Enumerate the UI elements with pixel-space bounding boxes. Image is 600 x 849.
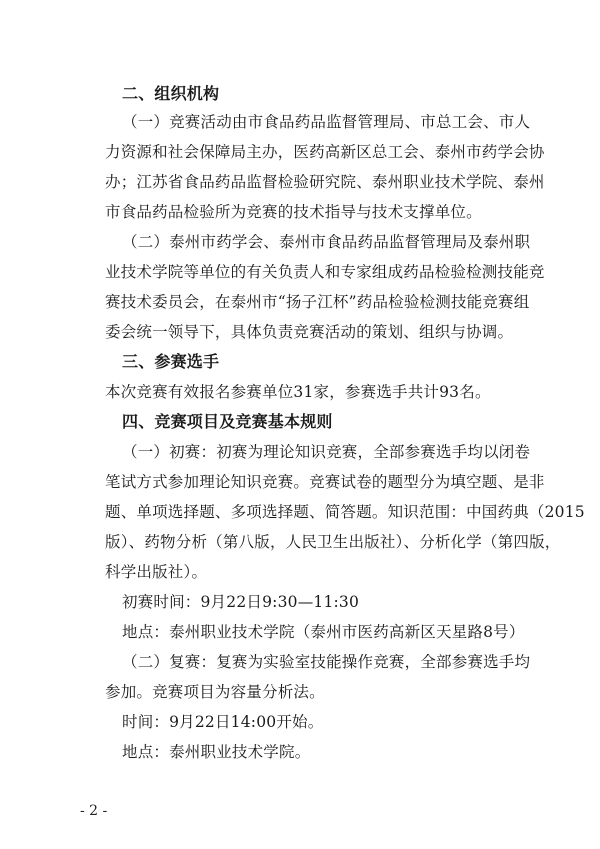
paragraph-line: 本次竞赛有效报名参赛单位31家，参赛选手共计93名。 <box>105 383 491 401</box>
paragraph-line: 笔试方式参加理论知识竞赛。竞赛试卷的题型分为填空题、是非 <box>105 473 545 491</box>
paragraph-line: 业技术学院等单位的有关负责人和专家组成药品检验检测技能竞 <box>105 263 545 281</box>
paragraph-line: 委会统一领导下，具体负责竞赛活动的策划、组织与协调。 <box>105 323 514 341</box>
paragraph-line: 参加。竞赛项目为容量分析法。 <box>105 683 325 701</box>
paragraph-line: 题、单项选择题、多项选择题、简答题。知识范围：中国药典（2015 <box>105 503 585 521</box>
paragraph-line: （二）泰州市药学会、泰州市食品药品监督管理局及泰州职 <box>122 233 531 251</box>
paragraph-line: （一）初赛：初赛为理论知识竞赛，全部参赛选手均以闭卷 <box>122 443 531 461</box>
paragraph-line: 力资源和社会保障局主办，医药高新区总工会、泰州市药学会协 <box>105 143 545 161</box>
prelim-time-line: 初赛时间：9月22日9:30—11:30 <box>122 593 360 611</box>
page-number: - 2 - <box>80 803 108 819</box>
section-heading-competition-rules: 四、竞赛项目及竞赛基本规则 <box>122 412 333 431</box>
section-heading-participants: 三、参赛选手 <box>122 352 220 371</box>
final-place-line: 地点：泰州职业技术学院。 <box>122 743 311 761</box>
paragraph-line: （一）竞赛活动由市食品药品监督管理局、市总工会、市人 <box>122 113 531 131</box>
paragraph-line: 办；江苏省食品药品监督检验研究院、泰州职业技术学院、泰州 <box>105 173 545 191</box>
paragraph-line: 赛技术委员会，在泰州市“扬子江杯”药品检验检测技能竞赛组 <box>105 293 530 311</box>
paragraph-line: 市食品药品检验所为竞赛的技术指导与技术支撑单位。 <box>105 203 482 221</box>
prelim-place-line: 地点：泰州职业技术学院（泰州市医药高新区天星路8号） <box>122 623 525 641</box>
paragraph-line: （二）复赛：复赛为实验室技能操作竞赛，全部参赛选手均 <box>122 653 531 671</box>
paragraph-line: 版）、药物分析（第八版，人民卫生出版社）、分析化学（第四版， <box>105 533 561 551</box>
section-heading-organization: 二、组织机构 <box>122 84 220 103</box>
final-time-line: 时间：9月22日14:00开始。 <box>122 713 324 731</box>
paragraph-line: 科学出版社）。 <box>105 563 208 581</box>
